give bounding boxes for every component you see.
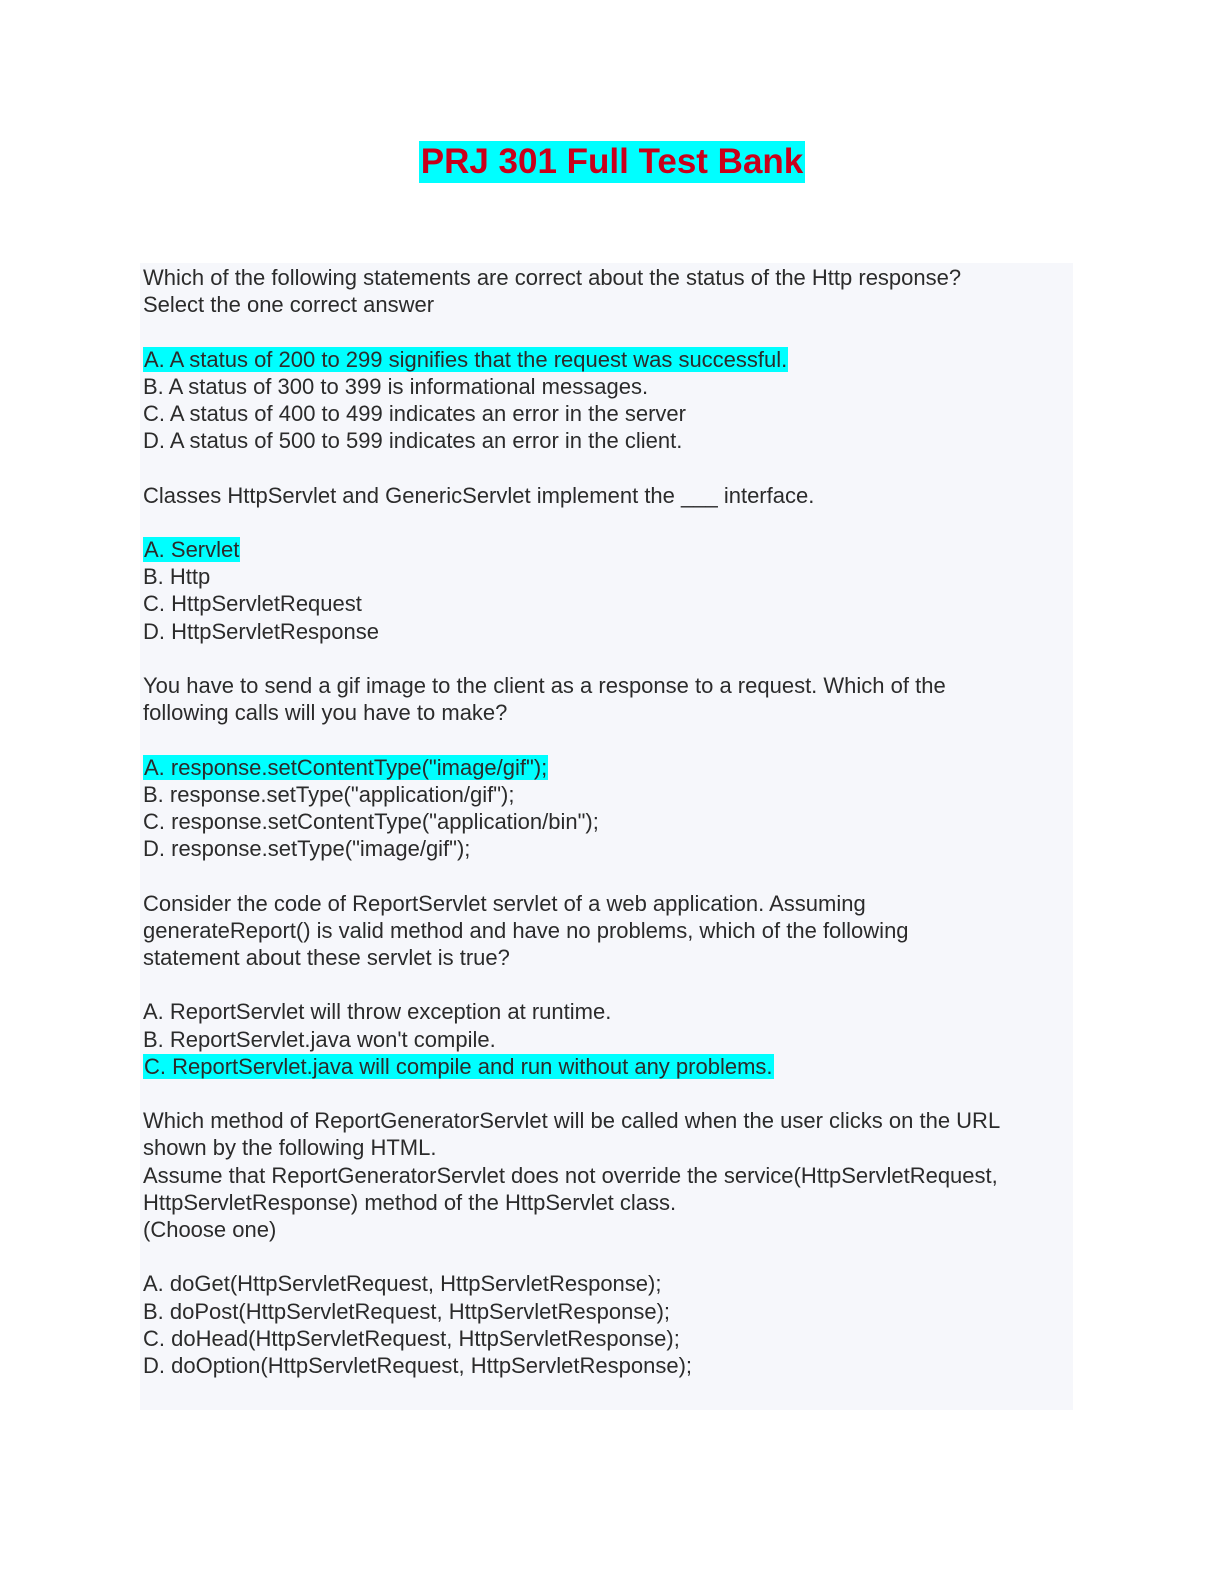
answer-text: D. A status of 500 to 599 indicates an error in the client.: [143, 428, 683, 454]
answer-option: [143, 1270, 1071, 1297]
answer-spacer: [143, 726, 1071, 753]
question-text: following calls will you have to make?: [143, 700, 508, 726]
answer-text: D. HttpServletResponse: [143, 618, 379, 644]
question-text: (Choose one): [143, 1216, 277, 1242]
question-block: [143, 454, 1071, 644]
question-spacer: [143, 645, 1071, 672]
correct-answer-option: [143, 346, 1071, 373]
correct-answer-option: [143, 536, 1071, 563]
answer-text: B. A status of 300 to 399 is informational messages.: [143, 373, 649, 399]
question-text: Consider the code of ReportServlet servlet of a web application. Assuming: [143, 890, 866, 916]
correct-answer-option: [143, 1053, 1071, 1080]
answer-option: [143, 1352, 1071, 1379]
answer-option: [143, 427, 1071, 454]
question-spacer: [143, 862, 1071, 889]
question-text: Select the one correct answer: [143, 292, 435, 318]
question-text: Which of the following statements are correct about the status of the Http response?: [143, 265, 962, 290]
answer-spacer: [143, 509, 1071, 536]
correct-answer-text: A. A status of 200 to 299 signifies that the request was successful.: [144, 346, 788, 372]
question-text: You have to send a gif image to the client as a response to a request. Which of the: [143, 672, 946, 698]
page-title: PRJ 301 Full Test Bank: [420, 142, 804, 181]
question-text: Assume that ReportGeneratorServlet does not override the service(HttpServletRequest,: [143, 1162, 998, 1188]
answer-spacer: [143, 318, 1071, 345]
answer-text: A. ReportServlet will throw exception at runtime.: [143, 999, 612, 1025]
answer-option: [143, 563, 1071, 590]
answer-option: [143, 781, 1071, 808]
question-text: shown by the following HTML.: [143, 1135, 437, 1161]
answer-option: [143, 1026, 1071, 1053]
question-block: [143, 264, 1071, 454]
answer-option: [143, 1325, 1071, 1352]
answer-option: [143, 590, 1071, 617]
page-title-container: [0, 141, 1224, 183]
correct-answer-text: A. response.setContentType("image/gif");: [144, 754, 548, 780]
answer-option: [143, 835, 1071, 862]
question-spacer: [143, 454, 1071, 481]
answer-option: [143, 618, 1071, 645]
question-text: generateReport() is valid method and have no problems, which of the following: [143, 917, 909, 943]
answer-text: B. Http: [143, 564, 211, 590]
answer-option: [143, 373, 1071, 400]
correct-answer-option: [143, 754, 1071, 781]
question-spacer: [143, 1080, 1071, 1107]
correct-answer-text: A. Servlet: [144, 536, 240, 562]
answer-text: B. response.setType("application/gif");: [143, 781, 515, 807]
question-block: [143, 1080, 1071, 1379]
question-text: Classes HttpServlet and GenericServlet implement the ___ interface.: [143, 482, 815, 508]
correct-answer-text: C. ReportServlet.java will compile and run without any problems.: [144, 1053, 773, 1079]
answer-text: D. doOption(HttpServletRequest, HttpServletResponse);: [143, 1352, 693, 1378]
question-block: [143, 645, 1071, 863]
answer-spacer: [143, 971, 1071, 998]
answer-option: [143, 400, 1071, 427]
question-text: HttpServletResponse) method of the HttpServlet class.: [143, 1189, 677, 1215]
answer-text: C. doHead(HttpServletRequest, HttpServletResponse);: [143, 1325, 680, 1351]
answer-option: [143, 998, 1071, 1025]
question-text: Which method of ReportGeneratorServlet will be called when the user clicks on the URL: [143, 1108, 1001, 1134]
answer-text: C. response.setContentType("application/bin");: [143, 808, 599, 834]
answer-option: [143, 808, 1071, 835]
answer-spacer: [143, 1243, 1071, 1270]
question-text: statement about these servlet is true?: [143, 944, 510, 970]
question-list: [143, 264, 1071, 1379]
answer-text: B. ReportServlet.java won't compile.: [143, 1026, 496, 1052]
answer-option: [143, 1298, 1071, 1325]
answer-text: B. doPost(HttpServletRequest, HttpServletResponse);: [143, 1298, 671, 1324]
answer-text: D. response.setType("image/gif");: [143, 836, 471, 862]
answer-text: A. doGet(HttpServletRequest, HttpServletResponse);: [143, 1271, 662, 1297]
answer-text: C. HttpServletRequest: [143, 591, 362, 617]
answer-text: C. A status of 400 to 499 indicates an error in the server: [143, 401, 686, 426]
question-block: [143, 862, 1071, 1080]
